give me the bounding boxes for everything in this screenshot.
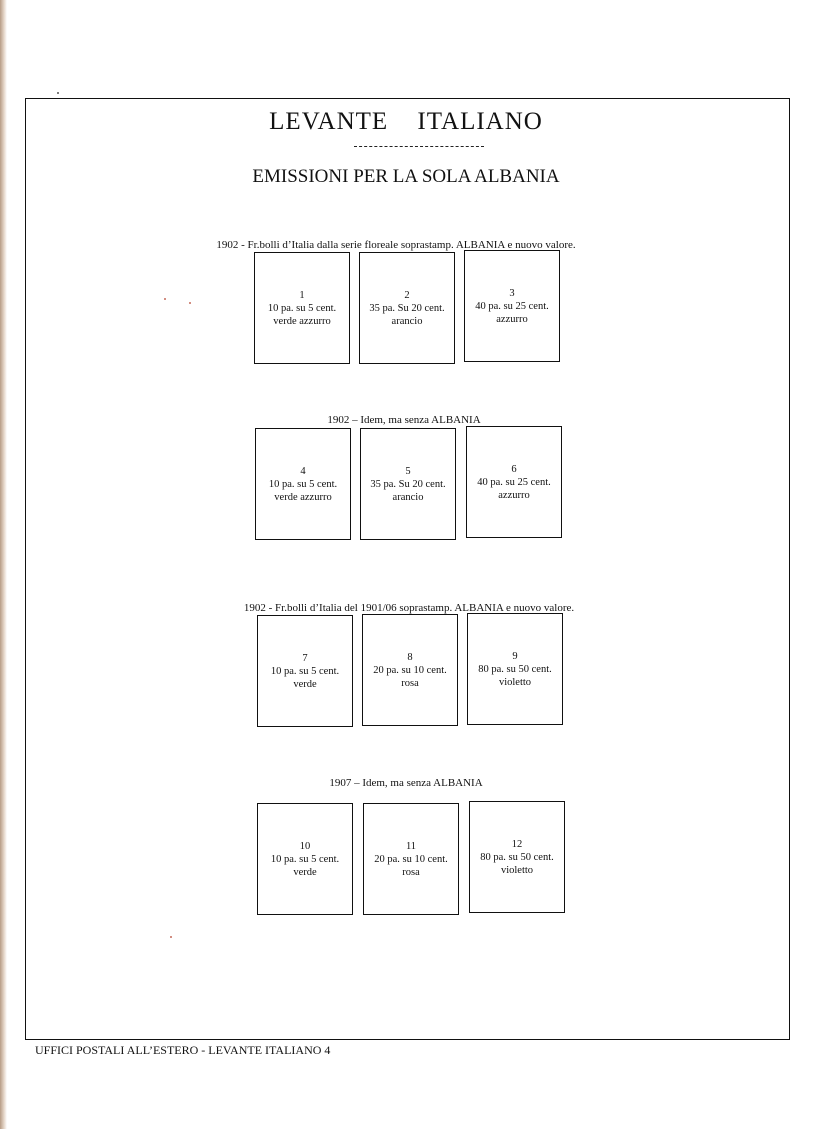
stamp-slot bbox=[255, 428, 351, 540]
stamp-slot bbox=[469, 801, 565, 913]
stamp-number: 1 bbox=[299, 289, 305, 301]
stamp-slot bbox=[254, 252, 350, 364]
page-footer: UFFICI POSTALI ALL’ESTERO - LEVANTE ITALIANO 4 bbox=[35, 1043, 331, 1057]
stamp-number: 8 bbox=[407, 651, 413, 663]
stamp-value: 35 pa. Su 20 cent. bbox=[370, 478, 446, 490]
stamp-number: 4 bbox=[300, 465, 306, 477]
stamp-value: 40 pa. su 25 cent. bbox=[477, 476, 551, 488]
stamp-color: arancio bbox=[391, 315, 423, 327]
stamp-number: 9 bbox=[512, 650, 518, 662]
stamp-number: 11 bbox=[405, 840, 417, 852]
stamp-color: verde bbox=[293, 866, 317, 878]
stamp-slot bbox=[360, 428, 456, 540]
stamp-value: 80 pa. su 50 cent. bbox=[480, 851, 554, 863]
page-title: LEVANTE ITALIANO bbox=[269, 108, 543, 135]
title-divider bbox=[354, 146, 484, 147]
stamp-value: 20 pa. su 10 cent. bbox=[373, 664, 447, 676]
stamp-color: verde azzurro bbox=[274, 491, 332, 503]
scan-speck bbox=[170, 936, 172, 938]
stamp-color: azzurro bbox=[498, 489, 530, 501]
stamp-color: verde azzurro bbox=[273, 315, 331, 327]
stamp-value: 10 pa. su 5 cent. bbox=[270, 665, 340, 677]
stamp-slot bbox=[466, 426, 562, 538]
stamp-slot bbox=[362, 614, 458, 726]
stamp-color: azzurro bbox=[496, 313, 528, 325]
section-caption: 1902 - Fr.bolli d’Italia dalla serie floreale soprastamp. ALBANIA e nuovo valore. bbox=[216, 239, 576, 251]
stamp-number: 12 bbox=[511, 838, 523, 850]
stamp-number: 6 bbox=[511, 463, 517, 475]
section-caption: 1907 – Idem, ma senza ALBANIA bbox=[329, 777, 483, 789]
stamp-value: 80 pa. su 50 cent. bbox=[478, 663, 552, 675]
stamp-color: violetto bbox=[498, 676, 532, 688]
stamp-number: 7 bbox=[302, 652, 308, 664]
stamp-color: arancio bbox=[392, 491, 424, 503]
stamp-color: violetto bbox=[500, 864, 534, 876]
stamp-number: 3 bbox=[509, 287, 515, 299]
stamp-number: 5 bbox=[405, 465, 411, 477]
page-subtitle: EMISSIONI PER LA SOLA ALBANIA bbox=[252, 166, 560, 187]
stamp-slot bbox=[467, 613, 563, 725]
stamp-slot bbox=[359, 252, 455, 364]
stamp-number: 2 bbox=[404, 289, 410, 301]
section-caption: 1902 - Fr.bolli d’Italia del 1901/06 soprastamp. ALBANIA e nuovo valore. bbox=[243, 602, 575, 614]
stamp-slot bbox=[257, 803, 353, 915]
stamp-value: 40 pa. su 25 cent. bbox=[475, 300, 549, 312]
stamp-slot bbox=[464, 250, 560, 362]
stamp-color: rosa bbox=[402, 866, 420, 878]
stamp-slot bbox=[363, 803, 459, 915]
stamp-color: verde bbox=[293, 678, 317, 690]
stamp-value: 10 pa. su 5 cent. bbox=[270, 853, 340, 865]
section-caption: 1902 – Idem, ma senza ALBANIA bbox=[327, 414, 481, 426]
stamp-value: 10 pa. su 5 cent. bbox=[268, 478, 338, 490]
scan-speck bbox=[57, 92, 59, 94]
stamp-number: 10 bbox=[299, 840, 311, 852]
stamp-value: 20 pa. su 10 cent. bbox=[374, 853, 448, 865]
stamp-slot bbox=[257, 615, 353, 727]
stamp-value: 10 pa. su 5 cent. bbox=[267, 302, 337, 314]
scan-speck bbox=[189, 302, 191, 304]
stamp-color: rosa bbox=[401, 677, 419, 689]
scan-speck bbox=[164, 298, 166, 300]
stamp-value: 35 pa. Su 20 cent. bbox=[369, 302, 445, 314]
